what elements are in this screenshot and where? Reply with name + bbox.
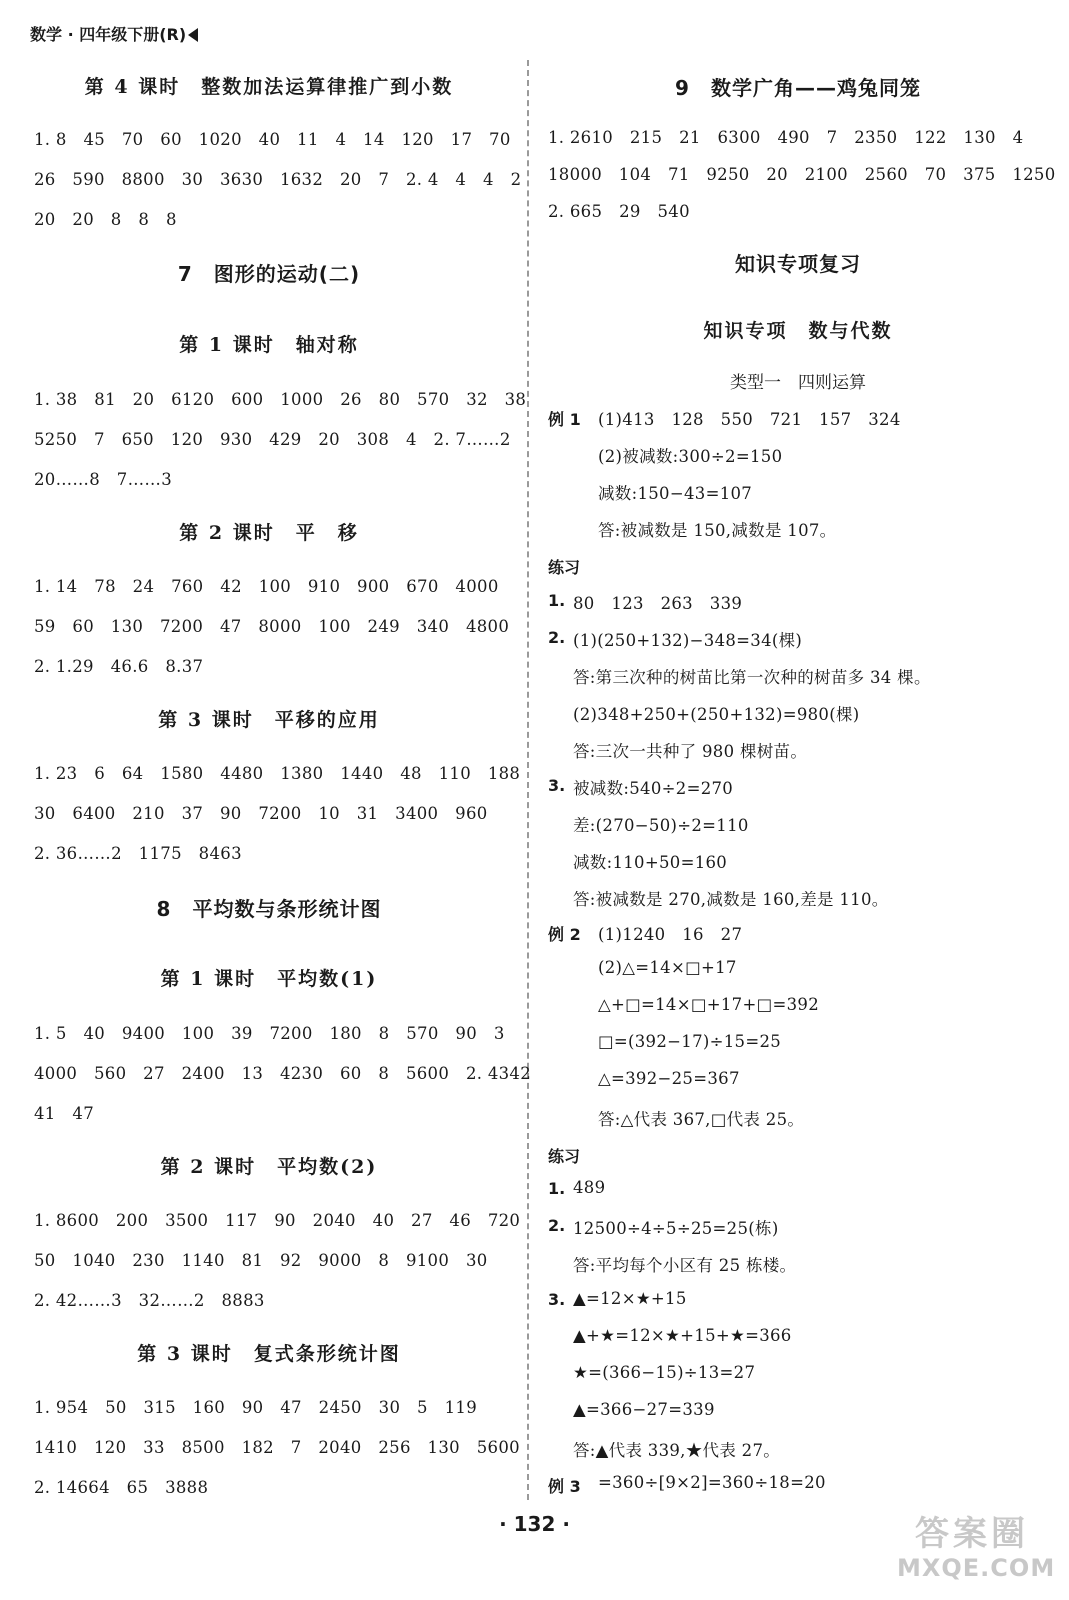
page-number: · 132 · bbox=[499, 1512, 570, 1536]
answer-line: 1. 8 45 70 60 1020 40 11 4 14 120 17 70 bbox=[34, 130, 511, 149]
example-label: 例 1 bbox=[548, 410, 581, 429]
answer-line: 被减数:540÷2=270 bbox=[573, 779, 734, 798]
answer-line: 答:被减数是 270,减数是 160,差是 110。 bbox=[573, 890, 889, 909]
answer-line: 2. 36……2 1175 8463 bbox=[34, 844, 242, 863]
answer-line: 2. 1.29 46.6 8.37 bbox=[34, 657, 204, 676]
answer-line: 答:第三次种的树苗比第一次种的树苗多 34 棵。 bbox=[573, 668, 931, 687]
example-label: 例 3 bbox=[548, 1477, 581, 1496]
answer-line: 答:平均每个小区有 25 栋楼。 bbox=[573, 1256, 797, 1275]
question-number: 3. bbox=[548, 776, 566, 795]
lesson-title: 第 1 课时 轴对称 bbox=[179, 334, 359, 356]
answer-line: (1)1240 16 27 bbox=[598, 925, 743, 944]
watermark-logo bbox=[897, 1514, 1056, 1592]
type-title: 类型一 四则运算 bbox=[730, 373, 866, 393]
answer-line: 2. 665 29 540 bbox=[548, 202, 690, 221]
answer-line: 差:(270−50)÷2=110 bbox=[573, 816, 749, 835]
answer-line: (2)△=14×□+17 bbox=[598, 958, 737, 977]
answer-line: 1. 38 81 20 6120 600 1000 26 80 570 32 38 bbox=[34, 390, 527, 409]
answer-line: 1. 8600 200 3500 117 90 2040 40 27 46 720 bbox=[34, 1211, 521, 1230]
answer-line: 1. 14 78 24 760 42 100 910 900 670 4000 bbox=[34, 577, 499, 596]
answer-line: 2. 14664 65 3888 bbox=[34, 1478, 209, 1497]
answer-line: 12500÷4÷5÷25=25(栋) bbox=[573, 1219, 779, 1238]
question-number: 1. bbox=[548, 591, 566, 610]
answer-line: 减数:110+50=160 bbox=[573, 853, 728, 872]
watermark-url: MXQE.COM bbox=[897, 1554, 1056, 1582]
practice-label: 练习 bbox=[548, 1147, 581, 1166]
chapter-title: 9 数学广角——鸡兔同笼 bbox=[675, 76, 921, 100]
answer-line: 1. 5 40 9400 100 39 7200 180 8 570 90 3 bbox=[34, 1024, 505, 1043]
answer-line: 1410 120 33 8500 182 7 2040 256 130 5600 bbox=[34, 1438, 520, 1457]
answer-line: ▲+★=12×★+15+★=366 bbox=[573, 1326, 792, 1345]
watermark-text: 答案圈 bbox=[915, 1514, 1029, 1554]
answer-line: △+□=14×□+17+□=392 bbox=[598, 995, 819, 1014]
answer-line: 59 60 130 7200 47 8000 100 249 340 4800 bbox=[34, 617, 510, 636]
lesson-title: 第 2 课时 平 移 bbox=[179, 522, 359, 544]
question-number: 2. bbox=[548, 1216, 566, 1235]
lesson-title: 第 2 课时 平均数(2) bbox=[160, 1156, 378, 1178]
answer-line: ★=(366−15)÷13=27 bbox=[573, 1363, 756, 1382]
answer-line: 50 1040 230 1140 81 92 9000 8 9100 30 bbox=[34, 1251, 488, 1270]
answer-line: (2)348+250+(250+132)=980(棵) bbox=[573, 705, 860, 724]
lesson-title: 第 3 课时 平移的应用 bbox=[158, 709, 380, 731]
chapter-title: 8 平均数与条形统计图 bbox=[156, 897, 382, 921]
answer-line: 答:被减数是 150,减数是 107。 bbox=[598, 521, 837, 540]
answer-line: 80 123 263 339 bbox=[573, 594, 743, 613]
answer-line: ▲=12×★+15 bbox=[573, 1289, 687, 1308]
practice-label: 练习 bbox=[548, 558, 581, 577]
answer-line: 18000 104 71 9250 20 2100 2560 70 375 1250 bbox=[548, 165, 1056, 184]
answer-line: (1)413 128 550 721 157 324 bbox=[598, 410, 901, 429]
chapter-title: 7 图形的运动(二) bbox=[177, 262, 361, 286]
question-number: 3. bbox=[548, 1290, 566, 1309]
header-text: 数学 · 四年级下册(R) bbox=[30, 25, 187, 44]
answer-line: (1)(250+132)−348=34(棵) bbox=[573, 631, 803, 650]
answer-line: ▲=366−27=339 bbox=[573, 1400, 715, 1419]
answer-line: 答:三次一共种了 980 棵树苗。 bbox=[573, 742, 808, 761]
triangle-marker-icon bbox=[188, 28, 198, 42]
review-title: 知识专项复习 bbox=[735, 252, 861, 276]
answer-line: 1. 23 6 64 1580 4480 1380 1440 48 110 188 bbox=[34, 764, 521, 783]
answer-line: 41 47 bbox=[34, 1104, 94, 1123]
answer-line: △=392−25=367 bbox=[598, 1069, 740, 1088]
example-label: 例 2 bbox=[548, 925, 581, 944]
answer-line: 489 bbox=[573, 1178, 606, 1197]
question-number: 2. bbox=[548, 628, 566, 647]
answer-line: □=(392−17)÷15=25 bbox=[598, 1032, 782, 1051]
answer-line: 4000 560 27 2400 13 4230 60 8 5600 2. 4342 bbox=[34, 1064, 532, 1083]
answer-line: (2)被减数:300÷2=150 bbox=[598, 447, 783, 466]
question-number: 1. bbox=[548, 1179, 566, 1198]
answer-line: 减数:150−43=107 bbox=[598, 484, 753, 503]
answer-line: 答:▲代表 339,★代表 27。 bbox=[573, 1441, 781, 1460]
answer-line: 答:△代表 367,□代表 25。 bbox=[598, 1110, 805, 1129]
lesson-title: 第 3 课时 复式条形统计图 bbox=[137, 1343, 401, 1365]
column-divider bbox=[527, 60, 529, 1500]
running-header bbox=[30, 22, 198, 45]
lesson-title: 第 4 课时 整数加法运算律推广到小数 bbox=[84, 76, 454, 98]
answer-line: =360÷[9×2]=360÷18=20 bbox=[598, 1473, 826, 1492]
answer-line: 1. 954 50 315 160 90 47 2450 30 5 119 bbox=[34, 1398, 478, 1417]
answer-line: 2. 42……3 32……2 8883 bbox=[34, 1291, 265, 1310]
answer-line: 1. 2610 215 21 6300 490 7 2350 122 130 4 bbox=[548, 128, 1024, 147]
answer-line: 26 590 8800 30 3630 1632 20 7 2. 4 4 4 2 bbox=[34, 170, 522, 189]
answer-line: 30 6400 210 37 90 7200 10 31 3400 960 bbox=[34, 804, 488, 823]
lesson-title: 第 1 课时 平均数(1) bbox=[160, 968, 378, 990]
topic-title: 知识专项 数与代数 bbox=[703, 320, 893, 342]
answer-line: 20 20 8 8 8 bbox=[34, 210, 177, 229]
answer-line: 20……8 7……3 bbox=[34, 470, 172, 489]
answer-line: 5250 7 650 120 930 429 20 308 4 2. 7……2 bbox=[34, 430, 511, 449]
